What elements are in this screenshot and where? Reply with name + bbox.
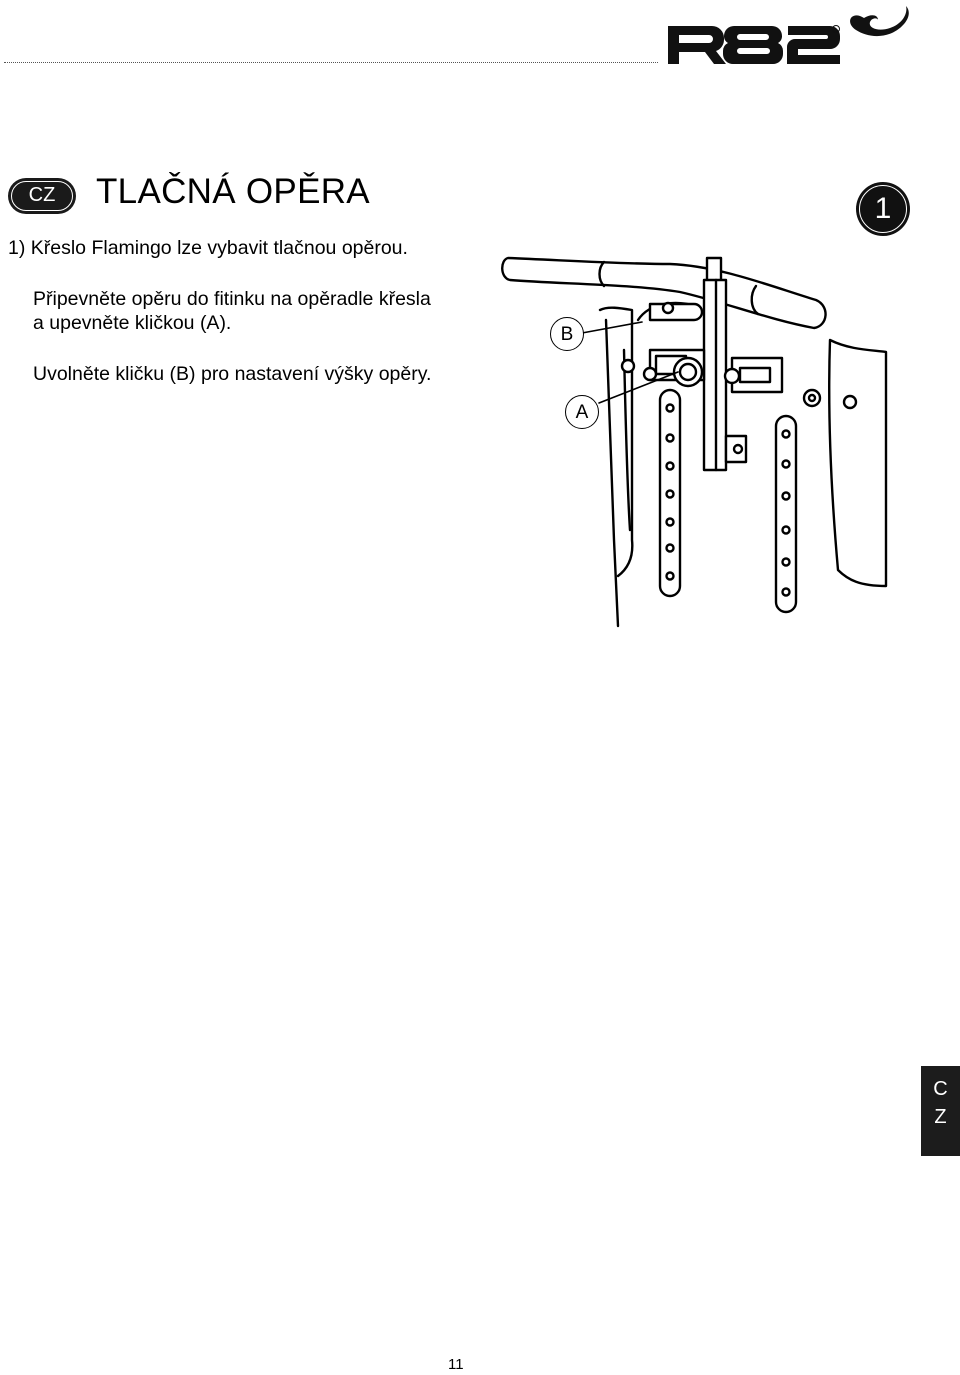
r82-logo xyxy=(664,4,914,68)
callout-b xyxy=(550,317,584,351)
step-1-text: 1) Křeslo Flamingo lze vybavit tlačnou opěrou. xyxy=(8,237,408,259)
language-side-tab xyxy=(921,1066,960,1156)
figure-number-label: 1 xyxy=(874,192,892,225)
push-handle-assembly-illustration xyxy=(500,240,900,630)
step-2-text-line-2: a upevněte kličkou (A). xyxy=(33,312,232,334)
language-badge xyxy=(8,178,76,214)
step-3-text: Uvolněte kličku (B) pro nastavení výšky opěry. xyxy=(33,363,432,385)
language-badge-label: CZ xyxy=(28,184,56,206)
figure-number-badge xyxy=(856,182,910,236)
callout-a-label: A xyxy=(575,402,589,423)
callout-b-label: B xyxy=(560,324,574,345)
step-2-text-line-1: Připevněte opěru do fitinku na opěradle křesla xyxy=(33,288,431,310)
section-title: TLAČNÁ OPĚRA xyxy=(96,172,370,211)
header-dotted-rule xyxy=(4,62,658,63)
side-tab-letter-2: Z xyxy=(934,1106,947,1128)
callout-a xyxy=(565,395,599,429)
side-tab-letter-1: C xyxy=(933,1078,948,1100)
page-number: 11 xyxy=(448,1356,464,1373)
